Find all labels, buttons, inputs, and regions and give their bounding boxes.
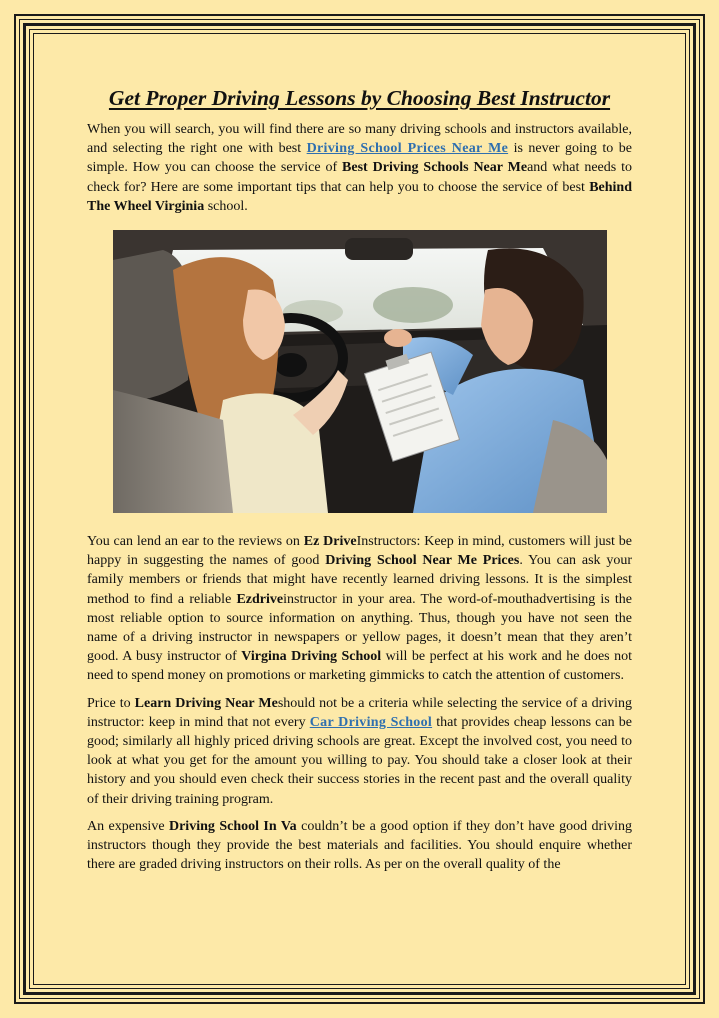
bold-driving-school-in-va: Driving School In Va — [168, 818, 297, 834]
expensive-school-paragraph — [87, 817, 632, 875]
text-run: couldn’t be a good option if they don’t have good driving instructors though they provide the best materials and facilities. You should enquire whether there are graded driving instructors on their rolls. As per on the overall quality of the — [87, 818, 632, 873]
text-run: will be perfect at his work and he does not need to spend money on promotions or marketing gimmicks to catch the attention of customers. — [87, 649, 633, 684]
text-run: Instructors: Keep in mind, customers will just be happy in suggesting the names of good — [87, 534, 633, 569]
document-content — [87, 84, 632, 874]
bold-driving-school-near-me-prices: Driving School Near Me Prices — [325, 553, 520, 569]
reviews-paragraph — [87, 532, 632, 686]
text-run: that provides cheap lessons can be good; similarly all highly priced driving schools are great. Except the involved cost, you need to look at what you get for the amount you willing to pay. You should take a closer look at their history and you should even check their success stories in the recent past and the overall quality of their driving training program. — [87, 714, 632, 807]
bold-behind-the-wheel-virginia: Behind The Wheel Virginia — [87, 179, 632, 214]
link-driving-school-prices-near-me[interactable]: Driving School Prices Near Me — [306, 141, 509, 157]
text-run: When you will search, you will find there are so many driving schools and instructors available, and selecting the right one with best — [87, 122, 632, 157]
text-run: Price to — [87, 695, 135, 711]
link-car-driving-school[interactable]: Car Driving School — [309, 714, 433, 730]
text-run: instructor in your area. The word-of-mouthadvertising is the most reliable option to source information on anything. Thus, though you have not seen the name of a driving instructor in newspapers or yellow pages, it doesn’t mean that they aren’t good. A busy instructor of — [87, 591, 633, 665]
bold-ez-drive: Ez Drive — [303, 534, 357, 550]
text-run: should not be a criteria while selecting the service of a driving instructor: keep in mind that not every — [87, 695, 633, 730]
bold-best-driving-schools-near-me: Best Driving Schools Near Me — [342, 160, 528, 176]
text-run: school. — [204, 198, 248, 214]
text-run: and what needs to check for? Here are some important tips that can help you to choose the service of best — [87, 160, 632, 195]
text-run: You can lend an ear to the reviews on — [87, 534, 304, 550]
bold-ezdrive: Ezdrive — [236, 591, 284, 607]
text-run: An expensive — [87, 818, 169, 834]
bold-virgina-driving-school: Virgina Driving School — [241, 649, 382, 665]
document-title: Get Proper Driving Lessons by Choosing Best Instructor — [108, 86, 611, 110]
photo-illustration — [113, 230, 607, 513]
bold-learn-driving-near-me: Learn Driving Near Me — [134, 695, 278, 711]
text-run: . You can ask your family members or friends that might have recently learned driving lessons. It is the simplest method to find a reliable — [87, 553, 633, 607]
driving-lesson-photo — [113, 230, 607, 513]
text-run: is never going to be simple. How you can choose the service of — [87, 141, 632, 176]
price-paragraph — [87, 694, 632, 809]
intro-paragraph — [87, 120, 632, 216]
